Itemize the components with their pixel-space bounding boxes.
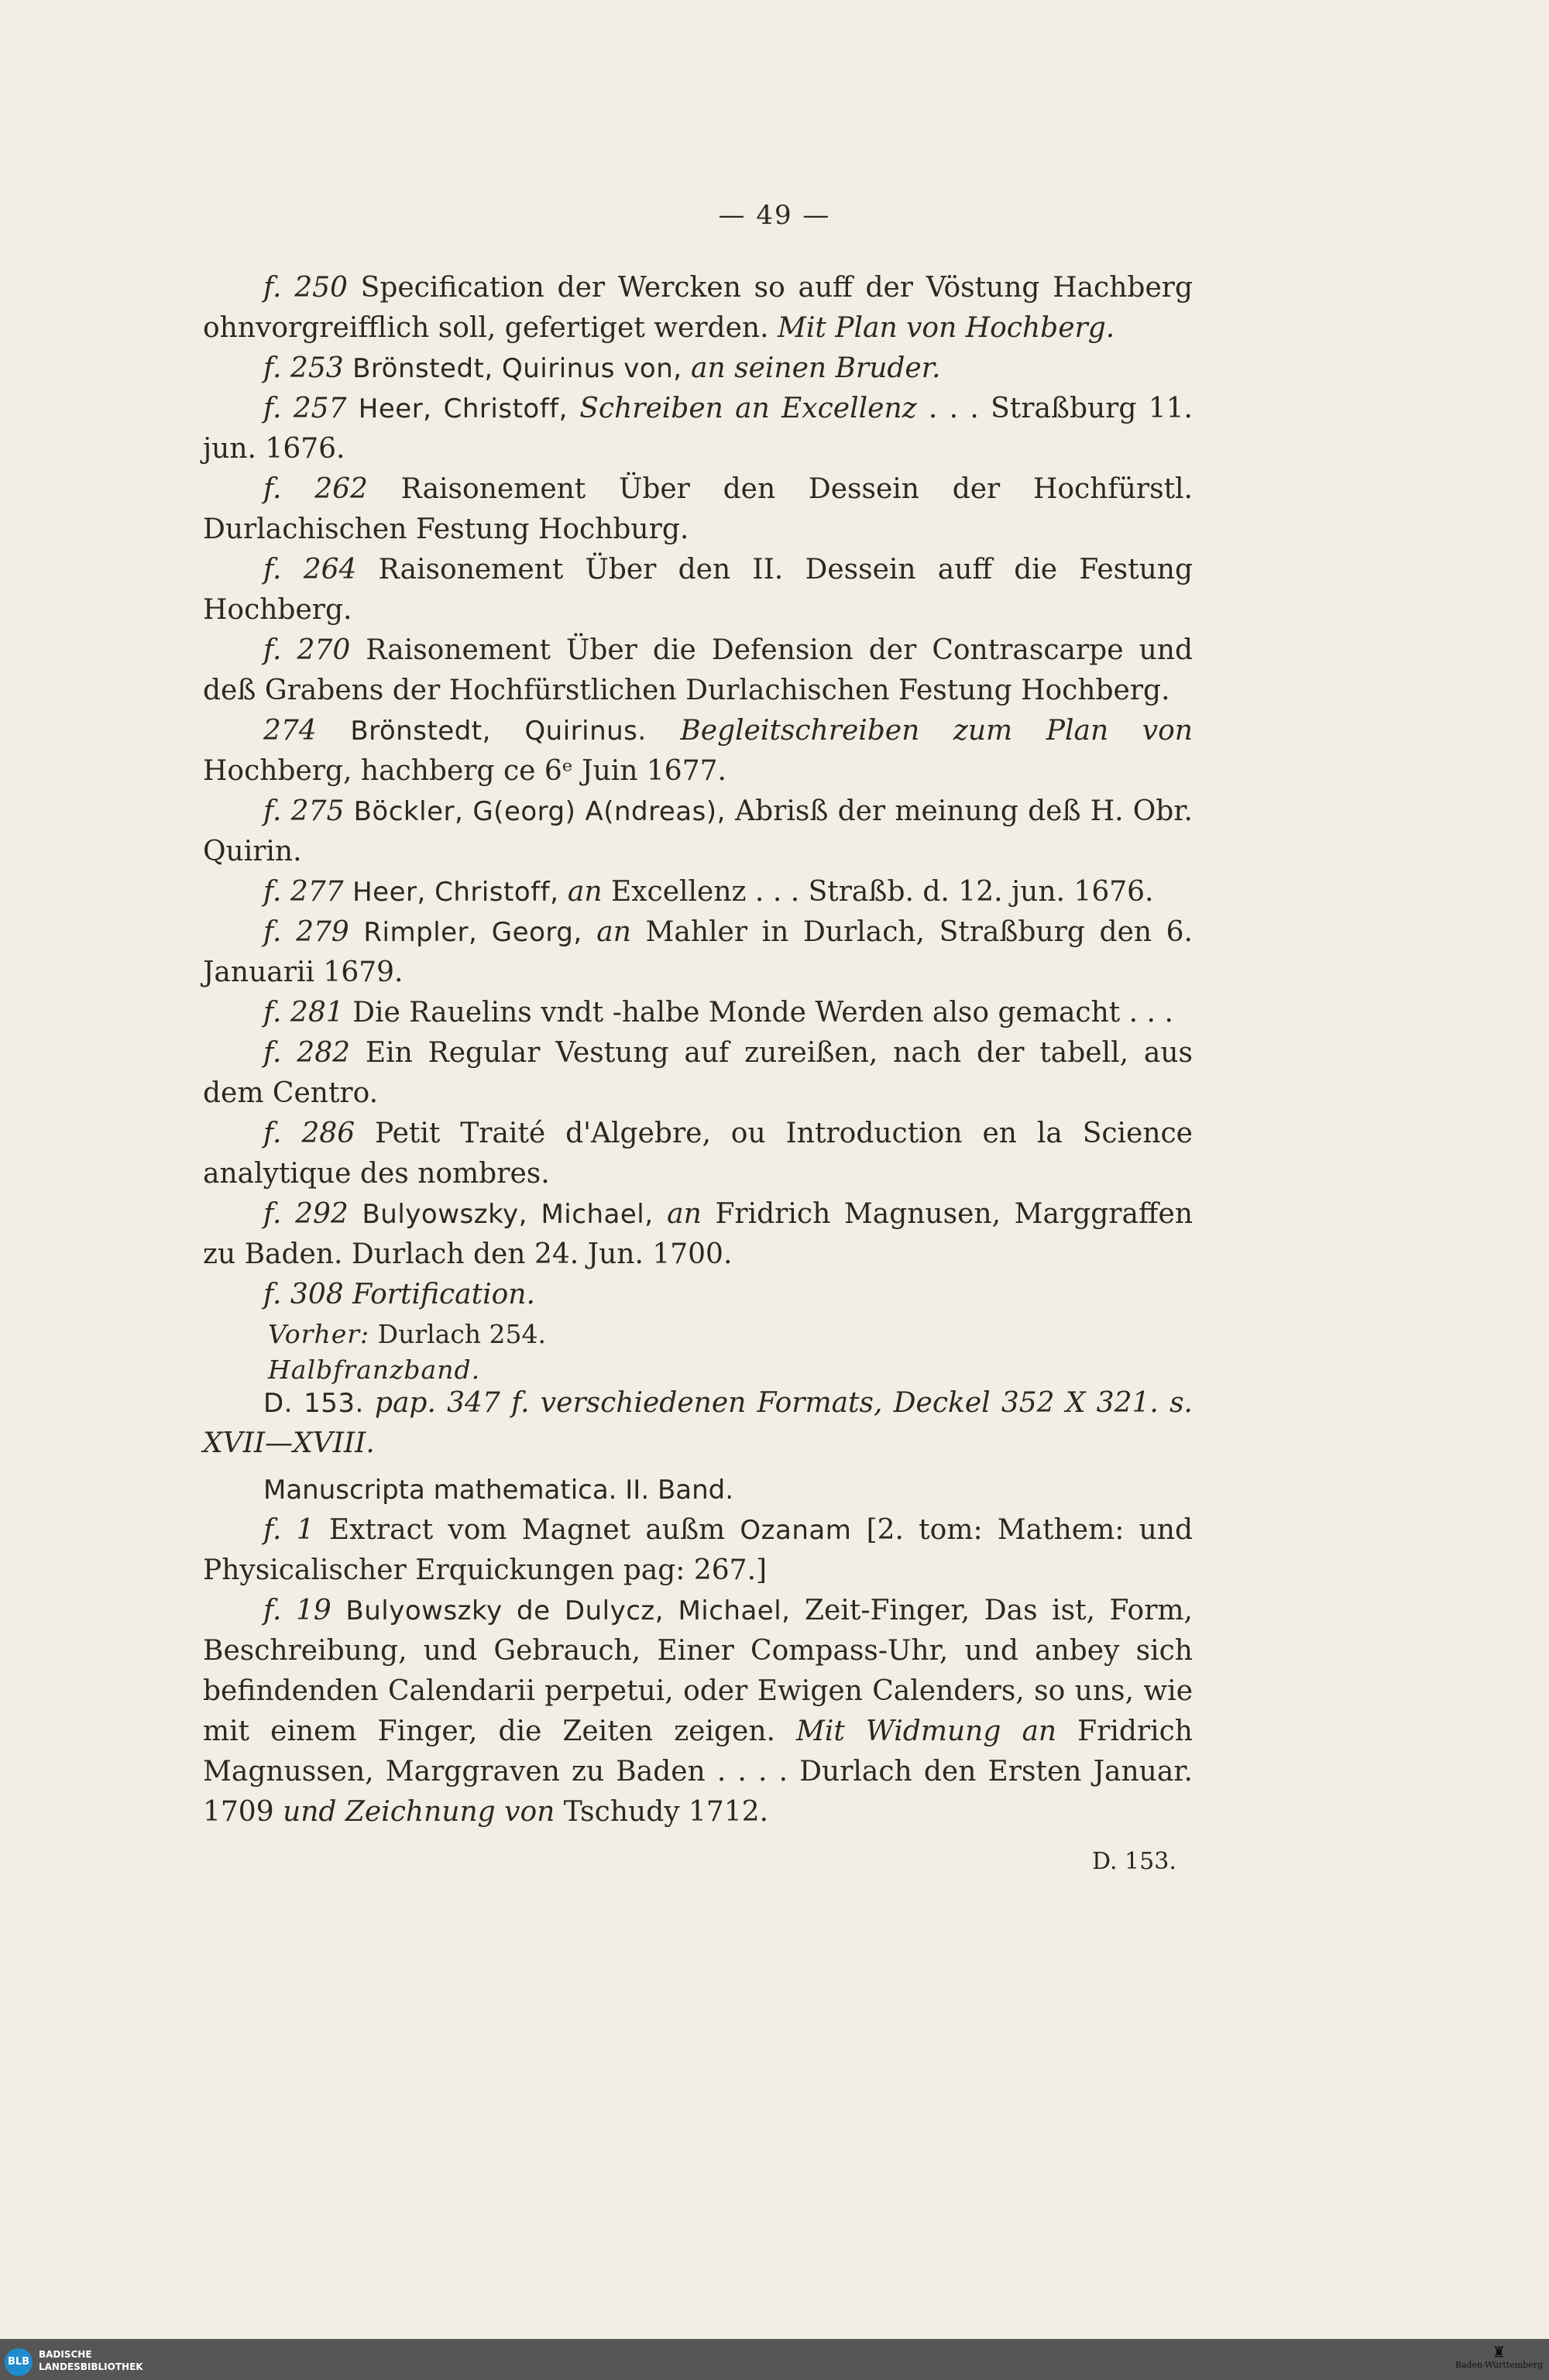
folio-number: f. 308 xyxy=(263,1279,344,1310)
entry-text-run xyxy=(568,393,579,424)
entry-text-run: Specification der Wercken so auff der Vöstung Hachberg ohnvorgreifflich soll, gefertiget werden. xyxy=(203,272,1194,344)
catalog-entry xyxy=(203,268,1193,349)
codex-block xyxy=(203,1383,1193,1832)
entry-text-run: Böckler, G(eorg) A(ndreas), xyxy=(353,796,726,827)
folio-number: f. 262 xyxy=(263,473,368,505)
entry-text-run: Abrisß der meinung deß H. Obr. Quirin. xyxy=(203,795,1193,867)
bw-label: Baden-Württemberg xyxy=(1455,2360,1543,2370)
note-text-run: Halbfranzband. xyxy=(268,1355,481,1385)
entry-text-run: Fortification. xyxy=(352,1279,535,1310)
entry-text-run xyxy=(647,715,681,747)
state-coat-of-arms-icon: ♜ xyxy=(1492,2343,1506,2361)
catalog-entry xyxy=(203,1033,1193,1114)
entry-text-run: Bulyowszky de Dulycz, Michael, xyxy=(345,1595,791,1626)
entry-text-run: Hochberg, hachberg ce 6ᵉ Juin 1677. xyxy=(203,755,726,787)
note-text-run: Vorher: xyxy=(268,1319,370,1349)
entry-text-run: an xyxy=(596,916,631,948)
entry-text-run: Brönstedt, Quirinus von, xyxy=(352,353,682,384)
catalog-entry xyxy=(203,1510,1193,1591)
entry-text-run: Brönstedt, Quirinus. xyxy=(350,716,647,747)
entry-text-run xyxy=(344,352,352,384)
catalog-entry xyxy=(203,349,1193,389)
folio-number: f. 277 xyxy=(263,876,344,908)
catalog-entry xyxy=(203,1114,1193,1194)
folio-number: f. 279 xyxy=(263,916,349,948)
baden-wuerttemberg-logo xyxy=(1455,2344,1543,2370)
entry-text-run xyxy=(349,1198,362,1230)
codex-header-run: D. 153. xyxy=(263,1388,375,1419)
blb-line-1: BADISCHE xyxy=(39,2349,92,2360)
folio-number: f. 1 xyxy=(263,1514,314,1546)
entry-text-run: Fridrich Magnussen, Marggraven zu Baden . . . . Durlach den Ersten Januar. 1709 xyxy=(203,1715,1193,1828)
codex-header xyxy=(203,1383,1193,1464)
signature-mark: D. 153. xyxy=(1092,1848,1176,1875)
folio-number: f. 270 xyxy=(263,634,351,666)
entry-text-run: Mahler in Durlach, Straßburg den 6. Januarii 1679. xyxy=(203,916,1194,988)
catalog-entry xyxy=(203,1194,1193,1275)
folio-number: f. 253 xyxy=(263,352,344,384)
entry-text-run xyxy=(344,795,353,827)
entry-text-run: an seinen Bruder. xyxy=(691,352,941,384)
entry-text-run xyxy=(349,916,364,948)
entry-text-run: Schreiben an Excellenz xyxy=(579,393,917,424)
entry-text-run: Excellenz . . . Straßb. d. 12. jun. 1676. xyxy=(602,876,1154,908)
folio-number: f. 292 xyxy=(263,1198,349,1230)
entry-text-run xyxy=(331,1595,346,1626)
catalog-entry xyxy=(203,630,1193,711)
note-text-run: Durlach 254. xyxy=(369,1319,547,1349)
binding-note xyxy=(203,1317,1193,1352)
entry-text-run xyxy=(654,1198,668,1230)
catalog-entry xyxy=(203,469,1193,550)
catalog-entry xyxy=(203,792,1193,872)
catalog-entry xyxy=(203,711,1193,792)
entry-text-run xyxy=(558,876,567,908)
entry-text-run: Ein Regular Vestung auf zureißen, nach der tabell, aus dem Centro. xyxy=(203,1037,1194,1109)
entry-text-run: [2. tom: Mathem: und Physicalischer Erquickungen pag: 267.] xyxy=(203,1514,1193,1586)
entry-text-run: an xyxy=(567,876,603,908)
entry-text-run: Die Rauelins vndt ‑halbe Monde Werden also gemacht . . . xyxy=(343,997,1173,1029)
entries-list-2 xyxy=(203,1510,1193,1832)
entry-text-run xyxy=(582,916,597,948)
entry-text-run: Heer, Christoff, xyxy=(352,877,559,908)
folio-number: f. 264 xyxy=(263,554,357,586)
entry-text-run xyxy=(344,876,352,908)
catalog-entry xyxy=(203,993,1193,1033)
catalog-entry xyxy=(203,872,1193,912)
entry-text-run xyxy=(317,715,351,747)
entries-list-1 xyxy=(203,268,1193,1315)
entry-text-run: Raisonement Über die Defension der Contrascarpe und deß Grabens der Hochfürstlichen Durlachischen Festung Hochberg. xyxy=(203,634,1193,706)
entry-text-run: Ozanam xyxy=(740,1515,852,1546)
entry-text-run xyxy=(344,1279,352,1310)
entry-text-run: Mit Plan von Hochberg. xyxy=(777,312,1115,344)
folio-number: f. 286 xyxy=(263,1118,355,1149)
catalog-entry xyxy=(203,389,1193,469)
catalog-entry xyxy=(203,550,1193,630)
entry-text-run: Zeit-Finger, Das ist, Form, Beschreibung, und Gebrauch, Einer Compass-Uhr, und anbey sich befindenden Calendarii perpetui, oder Ewigen Calenders, so uns, wie mit einem Finger, die Zeiten zeigen. xyxy=(203,1595,1193,1747)
page-number: — 49 — xyxy=(718,200,831,231)
folio-number: f. 282 xyxy=(263,1037,351,1069)
entries-block-1 xyxy=(203,268,1193,1388)
entry-text-run: Rimpler, Georg, xyxy=(363,917,582,948)
entry-text-run: und Zeichnung von xyxy=(283,1796,555,1828)
entry-text-run xyxy=(682,352,691,384)
folio-number: f. 250 xyxy=(263,272,348,304)
notes-list xyxy=(203,1317,1193,1388)
entry-text-run: Extract vom Magnet außm xyxy=(314,1514,740,1546)
catalog-entry xyxy=(203,912,1193,993)
entry-text-run: Petit Traité d'Algebre, ou Introduction en la Science analytique des nombres. xyxy=(203,1118,1193,1190)
folio-number: f. 281 xyxy=(263,997,344,1029)
entry-text-run: an xyxy=(667,1198,702,1230)
entry-text-run: . . . Straßburg 11. jun. 1676. xyxy=(203,393,1193,465)
catalog-entry xyxy=(203,1591,1193,1832)
entry-text-run: Begleitschreiben zum Plan von xyxy=(680,715,1193,747)
folio-number: f. 275 xyxy=(263,795,345,827)
blb-wordmark xyxy=(39,2348,143,2373)
folio-number: 274 xyxy=(263,715,317,747)
codex-title: Manuscripta mathematica. II. Band. xyxy=(263,1475,734,1506)
codex-header-run: pap. 347 f. verschiedenen Formats, Deckel 352 X 321. s. XVII—XVIII. xyxy=(203,1387,1193,1459)
footer-bar xyxy=(0,2339,1549,2380)
blb-logo: BLB xyxy=(5,2348,33,2376)
entry-text-run: Tschudy 1712. xyxy=(555,1796,769,1828)
catalog-entry xyxy=(203,1275,1193,1315)
entry-text-run: Bulyowszky, Michael, xyxy=(362,1199,654,1230)
blb-line-2: LANDESBIBLIOTHEK xyxy=(39,2361,143,2372)
entry-text-run: Mit Widmung an xyxy=(796,1715,1057,1747)
folio-number: f. 257 xyxy=(263,393,347,424)
entry-text-run: Fridrich Magnusen, Marggraffen zu Baden. Durlach den 24. Jun. 1700. xyxy=(203,1198,1194,1270)
entry-text-run: Raisonement Über den II. Dessein auff die Festung Hochberg. xyxy=(203,554,1194,626)
entry-text-run: Raisonement Über den Dessein der Hochfürstl. Durlachischen Festung Hochburg. xyxy=(203,473,1194,545)
entry-text-run: Heer, Christoff, xyxy=(358,393,568,424)
folio-number: f. 19 xyxy=(263,1595,331,1626)
entry-text-run xyxy=(347,393,359,424)
